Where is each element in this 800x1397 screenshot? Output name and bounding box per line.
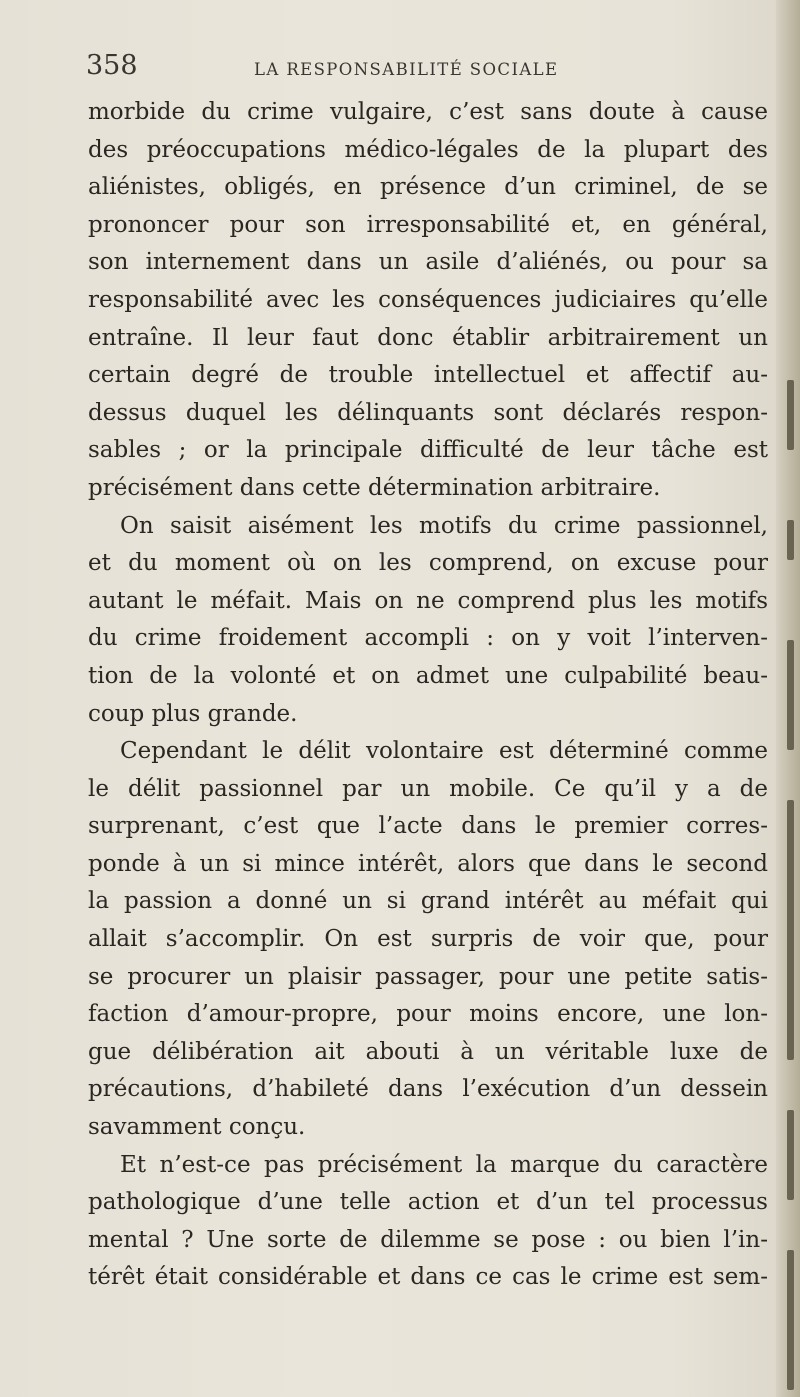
text-line: pathologique d’une telle action et d’un tel processus (88, 1189, 768, 1216)
text-line: certain degré de trouble intellectuel et affectif au- (88, 362, 768, 389)
text-line: responsabilité avec les conséquences judiciaires qu’elle (88, 286, 768, 313)
text-line: Cependant le délit volontaire est déterminé comme (120, 738, 768, 765)
text-line: dessus duquel les délinquants sont déclarés respon- (88, 399, 768, 426)
text-line: coup plus grande. (88, 700, 298, 727)
text-line: prononcer pour son irresponsabilité et, en général, (88, 211, 768, 238)
text-line: autant le méfait. Mais on ne comprend plus les motifs (88, 587, 768, 614)
binding-mark (787, 640, 794, 750)
text-line: aliénistes, obligés, en présence d’un criminel, de se (88, 174, 768, 201)
text-line: savamment conçu. (88, 1114, 306, 1141)
binding-mark (787, 1110, 794, 1200)
page-edge-shadow (776, 0, 800, 1397)
text-line: gue délibération ait abouti à un véritable luxe de (88, 1038, 768, 1065)
text-line: allait s’accomplir. On est surpris de voir que, pour (88, 926, 768, 953)
binding-mark (787, 380, 794, 450)
running-head: LA RESPONSABILITÉ SOCIALE (254, 60, 559, 79)
text-line: entraîne. Il leur faut donc établir arbitrairement un (88, 324, 768, 351)
page-header (86, 50, 776, 84)
page-number: 358 (86, 50, 138, 81)
text-line: et du moment où on les comprend, on excuse pour (88, 550, 768, 577)
text-line: précautions, d’habileté dans l’exécution d’un dessein (88, 1076, 768, 1103)
text-line: On saisit aisément les motifs du crime passionnel, (120, 512, 768, 539)
binding-mark (787, 1250, 794, 1390)
binding-mark (787, 520, 794, 560)
text-line: ponde à un si mince intérêt, alors que dans le second (88, 850, 768, 877)
text-line: morbide du crime vulgaire, c’est sans doute à cause (88, 99, 768, 125)
text-line: surprenant, c’est que l’acte dans le premier corres- (88, 813, 768, 840)
text-line: Et n’est-ce pas précisément la marque du caractère (120, 1151, 768, 1178)
text-line: des préoccupations médico-légales de la plupart des (88, 136, 768, 163)
text-line: tion de la volonté et on admet une culpabilité beau- (88, 662, 768, 689)
text-line: térêt était considérable et dans ce cas le crime est sem- (88, 1264, 768, 1291)
text-line: mental ? Une sorte de dilemme se pose : ou bien l’in- (88, 1226, 768, 1253)
text-line: son internement dans un asile d’aliénés, ou pour sa (88, 249, 768, 276)
text-line: du crime froidement accompli : on y voit l’interven- (88, 625, 768, 652)
text-line: faction d’amour-propre, pour moins encore, une lon- (88, 1001, 768, 1028)
binding-mark (787, 800, 794, 1060)
text-line: sables ; or la principale difficulté de leur tâche est (88, 437, 768, 464)
text-line: précisément dans cette détermination arbitraire. (88, 474, 661, 501)
text-line: la passion a donné un si grand intérêt au méfait qui (88, 888, 768, 915)
text-line: se procurer un plaisir passager, pour une petite satis- (88, 963, 768, 990)
text-line: le délit passionnel par un mobile. Ce qu’il y a de (88, 775, 768, 802)
body-text (88, 94, 768, 1297)
